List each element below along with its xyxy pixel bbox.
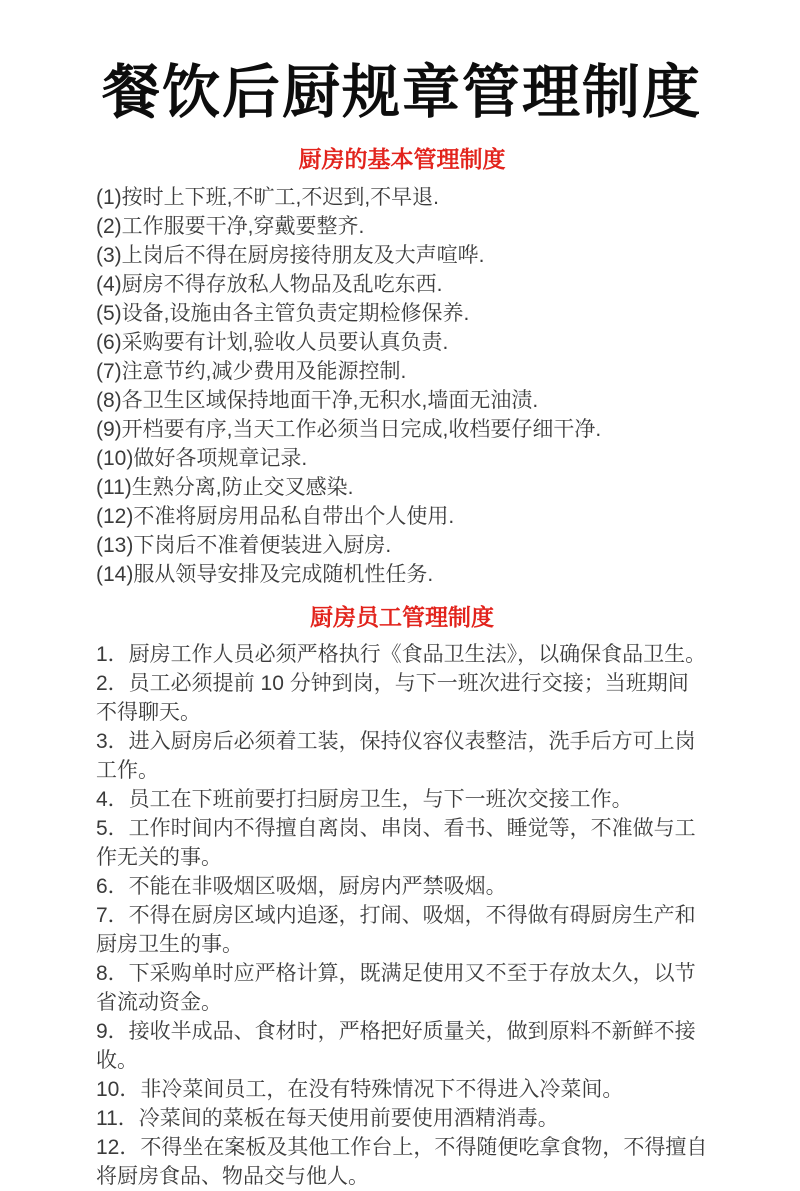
rule-item: 1．厨房工作人员必须严格执行《食品卫生法》，以确保食品卫生。 [96,643,707,667]
rule-list-basic [96,183,708,589]
rule-item: (14)服从领导安排及完成随机性任务. [96,562,434,586]
section-heading-staff-rules: 厨房员工管理制度 [310,603,494,630]
rule-item: (9)开档要有序,当天工作必须当日完成,收档要仔细干净. [96,417,602,441]
rule-item: 12．不得坐在案板及其他工作台上，不得随便吃拿食物，不得擅自将厨房食品、物品交与他人。 [96,1136,708,1189]
rule-item: (12)不准将厨房用品私自带出个人使用. [96,504,455,528]
rule-item: 8．下采购单时应严格计算，既满足使用又不至于存放太久，以节省流动资金。 [96,962,696,1015]
rule-item: (3)上岗后不得在厨房接待朋友及大声喧哗. [96,243,485,267]
rule-item: 11．冷菜间的菜板在每天使用前要使用酒精消毒。 [96,1107,559,1131]
rule-item: (8)各卫生区域保持地面干净,无积水,墙面无油渍. [96,388,539,412]
section-heading-basic-rules: 厨房的基本管理制度 [298,145,506,172]
rule-list-staff [96,640,708,1191]
rule-item: (13)下岗后不准着便装进入厨房. [96,533,392,557]
rule-item: (2)工作服要干净,穿戴要整齐. [96,214,365,238]
rule-item: (5)设备,设施由各主管负责定期检修保养. [96,301,470,325]
page-title: 餐饮后厨规章管理制度 [101,58,702,126]
rule-item: (7)注意节约,减少费用及能源控制. [96,359,407,383]
rule-item: (11)生熟分离,防止交叉感染. [96,475,354,499]
rule-item: 4．员工在下班前要打扫厨房卫生，与下一班次交接工作。 [96,788,633,812]
rule-item: 10．非冷菜间员工，在没有特殊情况下不得进入冷菜间。 [96,1078,624,1102]
rule-item: 3．进入厨房后必须着工装，保持仪容仪表整洁，洗手后方可上岗工作。 [96,730,696,783]
rule-item: (6)采购要有计划,验收人员要认真负责. [96,330,449,354]
rule-item: 2．员工必须提前 10 分钟到岗，与下一班次进行交接；当班期间不得聊天。 [96,672,689,725]
rule-item: (4)厨房不得存放私人物品及乱吃东西. [96,272,443,296]
rule-item: 6．不能在非吸烟区吸烟，厨房内严禁吸烟。 [96,875,507,899]
rule-item: (10)做好各项规章记录. [96,446,308,470]
rule-item: 5．工作时间内不得擅自离岗、串岗、看书、睡觉等，不准做与工作无关的事。 [96,817,696,870]
rule-item: 9．接收半成品、食材时，严格把好质量关，做到原料不新鲜不接收。 [96,1020,696,1073]
rule-item: 7．不得在厨房区域内追逐，打闹、吸烟，不得做有碍厨房生产和厨房卫生的事。 [96,904,696,957]
rule-item: (1)按时上下班,不旷工,不迟到,不早退. [96,185,440,209]
